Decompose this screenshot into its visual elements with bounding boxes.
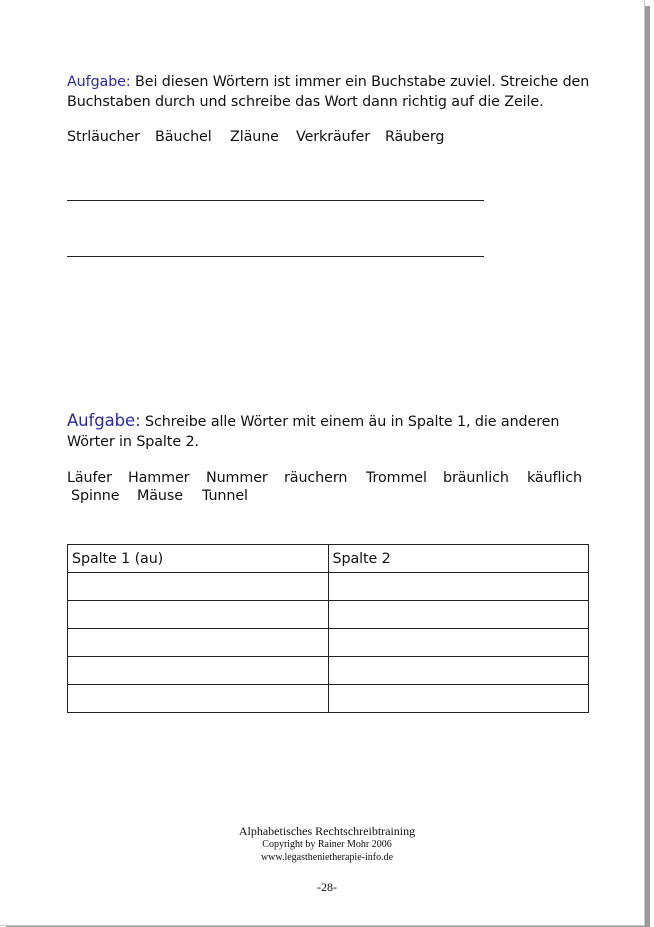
task1-word: Zläune: [230, 129, 279, 145]
task1-word: Bäuchel: [155, 129, 212, 145]
task2-text: Schreibe alle Wörter mit einem äu in Spalte 1, die anderen Wörter in Spalte 2.: [67, 414, 560, 450]
table-cell[interactable]: [328, 685, 589, 713]
table-row: [68, 629, 589, 657]
task2-word: Tunnel: [202, 488, 248, 504]
table-cell[interactable]: [328, 601, 589, 629]
table-cell[interactable]: [328, 629, 589, 657]
task1-word: Verkräufer: [296, 129, 371, 145]
table-cell[interactable]: [68, 629, 329, 657]
task1-word: Strläucher: [67, 129, 140, 145]
table-cell[interactable]: [328, 657, 589, 685]
table-header-row: [68, 545, 589, 573]
table-cell[interactable]: [68, 601, 329, 629]
footer-copyright: Copyright by Rainer Mohr 2006: [262, 839, 392, 850]
table-cell[interactable]: [68, 657, 329, 685]
task1-word: Räuberg: [385, 129, 445, 145]
table-cell[interactable]: [328, 573, 589, 601]
task2-word: Mäuse: [137, 488, 183, 504]
table-cell[interactable]: [68, 573, 329, 601]
writing-line[interactable]: [67, 200, 484, 201]
column1-header: Spalte 1 (au): [68, 545, 329, 573]
task1-instruction: [67, 72, 597, 112]
task1-label: Aufgabe:: [67, 74, 131, 90]
task2-label: Aufgabe:: [67, 411, 141, 430]
table-row: [68, 685, 589, 713]
table-row: [68, 573, 589, 601]
page-number: -28-: [317, 880, 337, 894]
task2-word: bräunlich: [443, 470, 509, 486]
column2-header: Spalte 2: [328, 545, 589, 573]
task2-instruction: [67, 411, 597, 452]
task2-word: Läufer: [67, 470, 112, 486]
task2-word: Spinne: [71, 488, 120, 504]
footer-website: www.legasthenietherapie-info.de: [260, 852, 394, 863]
task2-word: Trommel: [366, 470, 427, 486]
task1-text: Bei diesen Wörtern ist immer ein Buchstabe zuviel. Streiche den Buchstaben durch und schreibe das Wort dann richtig auf die Zeile.: [67, 74, 590, 110]
writing-line[interactable]: [67, 256, 484, 257]
sorting-table: [67, 544, 589, 713]
task2-word: räuchern: [284, 470, 348, 486]
table-row: [68, 601, 589, 629]
task2-word: Hammer: [128, 470, 190, 486]
task2-word: käuflich: [527, 470, 582, 486]
table-row: [68, 657, 589, 685]
task2-word: Nummer: [206, 470, 268, 486]
table-cell[interactable]: [68, 685, 329, 713]
page-shadow-right: [645, 6, 650, 927]
footer-title: Alphabetisches Rechtschreibtraining: [238, 824, 416, 838]
